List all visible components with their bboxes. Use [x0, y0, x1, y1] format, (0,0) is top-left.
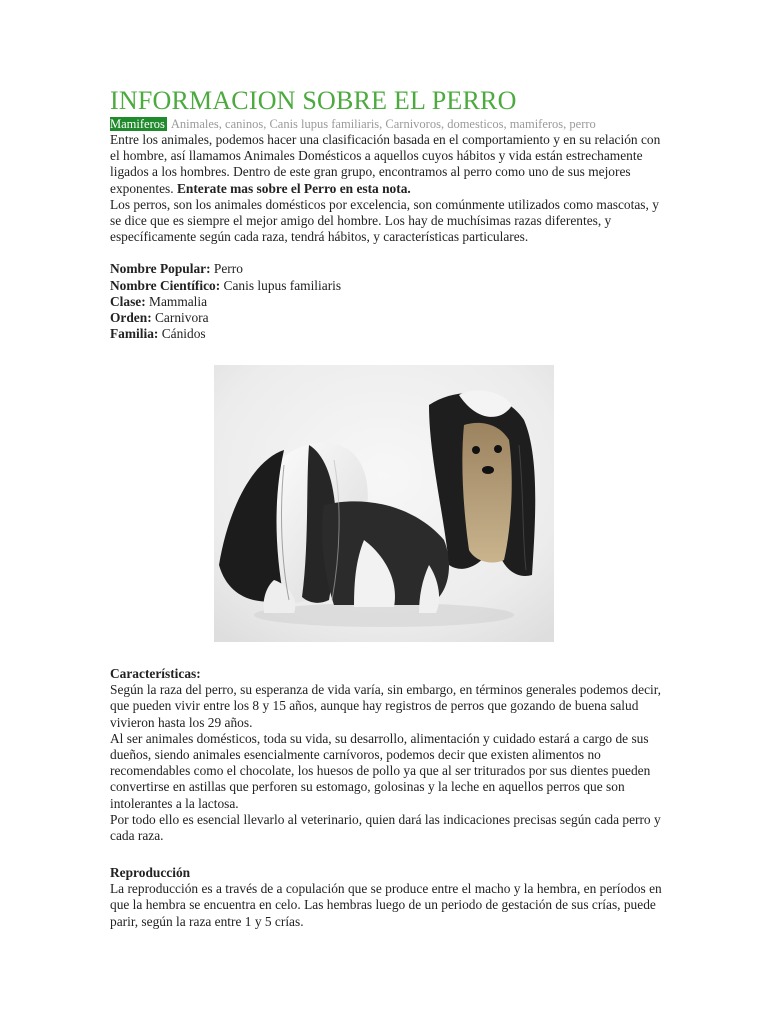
tag-line — [110, 116, 670, 132]
fact-row — [110, 261, 670, 277]
characteristics-paragraph-2: Al ser animales domésticos, toda su vida, su desarrollo, alimentación y cuidado estará a cargo de sus dueños, siendo animales esencialmente carnívoros, podemos decir que existen alimentos no recomendables como el chocolate, los huesos de pollo ya que al ser triturados por sus dientes pueden convertirse en astillas que perforen su estomago, golosinas y la leche en aquellos perros que son intolerantes a la lactosa. — [110, 730, 651, 811]
fact-value: Mammalia — [145, 293, 208, 309]
fact-label: Orden: — [110, 310, 152, 326]
characteristics-paragraph-1: Según la raza del perro, su esperanza de vida varía, sin embargo, en términos generales podemos decir, que pueden vivir entre los 8 y 15 años, aunque hay registros de perros que gozando de buena salud vivieron hasta los 29 años. — [110, 682, 661, 730]
fact-value: Carnivora — [151, 310, 209, 326]
fact-value: Canis lupus familiaris — [220, 277, 342, 293]
reproduction-paragraph-1: La reproducción es a través de a copulación que se produce entre el macho y la hembra, en períodos en que la hembra se encuentra en celo. Las hembras luego de un periodo de gestación de sus crías, puede parir, según la raza entre 1 y 5 crías. — [110, 881, 662, 929]
reproduction-section — [110, 865, 670, 930]
intro-paragraph-2: Los perros, son los animales domésticos por excelencia, son comúnmente utilizados como mascotas, y se dice que es siempre el mejor amigo del hombre. Los hay de muchísimas razas diferentes, y específicamente según cada raza, tendrá hábitos, y características particulares. — [110, 196, 659, 245]
fact-row — [110, 294, 670, 310]
characteristics-paragraph-3: Por todo ello es esencial llevarlo al veterinario, quien dará las indicaciones precisas según cada perro y cada raza. — [110, 811, 661, 844]
section-heading: Reproducción — [110, 865, 191, 880]
fact-row — [110, 326, 670, 342]
intro-bold-text: Enterate mas sobre el Perro en esta nota. — [176, 180, 411, 196]
intro-text: Entre los animales, podemos hacer una clasificación basada en el comportamiento y en su relación con el hombre, así llamamos Animales Domésticos a aquellos cuyos hábitos y vida están estrechamente ligados a los hombres. Dentro de este gran grupo, encontramos al perro como uno de sus mejores exponentes. — [110, 132, 661, 196]
section-heading: Características: — [110, 666, 201, 681]
characteristics-section — [110, 666, 670, 844]
tags-list[interactable]: Animales, caninos, Canis lupus familiaris, Carnivoros, domesticos, mamiferos, perro — [170, 117, 596, 131]
fact-value: Perro — [210, 261, 243, 277]
fact-label: Nombre Popular: — [110, 261, 211, 277]
article — [110, 86, 670, 342]
page-title: INFORMACION SOBRE EL PERRO — [110, 86, 517, 115]
fact-row — [110, 278, 670, 294]
intro-paragraph-1 — [110, 132, 670, 197]
fact-list — [110, 261, 670, 342]
fact-label: Familia: — [110, 326, 159, 342]
dog-illustration — [214, 365, 554, 642]
category-link[interactable]: Mamiferos — [110, 117, 165, 131]
fact-label: Clase: — [110, 293, 146, 309]
fact-label: Nombre Científico: — [110, 277, 221, 293]
fact-value: Cánidos — [158, 326, 206, 342]
dog-photo — [214, 365, 554, 642]
spacer — [110, 245, 670, 261]
fact-row — [110, 310, 670, 326]
